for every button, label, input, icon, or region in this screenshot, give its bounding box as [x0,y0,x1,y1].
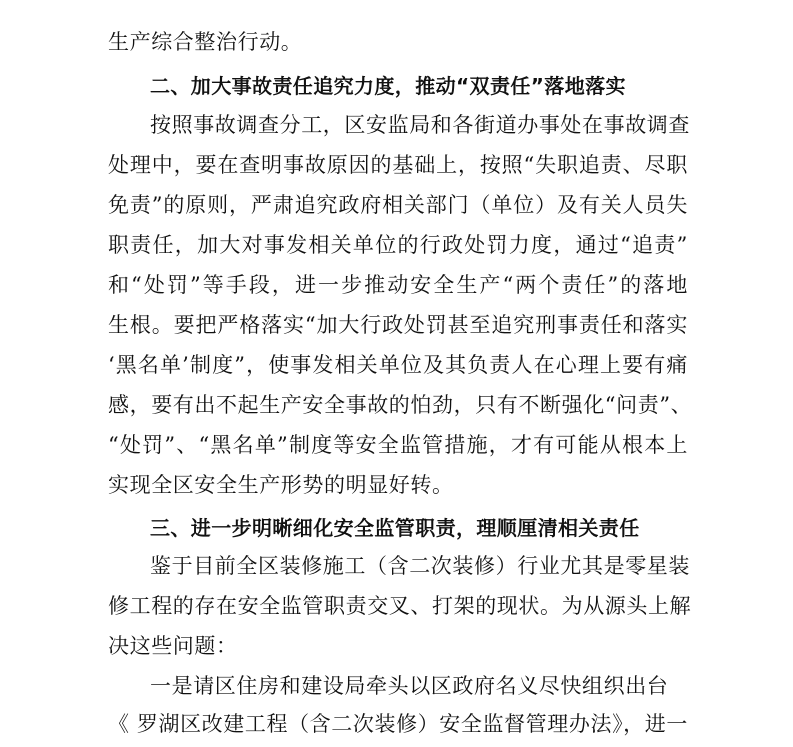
paragraph-line: 职责任，加大对事发相关单位的行政处罚力度，通过“追责” [108,233,688,257]
section-heading-3: 三、进一步明晰细化安全监管职责，理顺厘清相关责任 [150,516,640,540]
paragraph-line: 鉴于目前全区装修施工（含二次装修）行业尤其是零星装 [150,554,690,578]
section-heading-2: 二、加大事故责任追究力度，推动“双责任”落地落实 [150,74,626,98]
paragraph-line: 生根。要把严格落实“加大行政处罚甚至追究刑事责任和落实 [108,313,688,337]
paragraph-line: “处罚”、“黑名单”制度等安全监管措施，才有可能从根本上 [108,433,688,457]
paragraph-line: 和“处罚”等手段，进一步推动安全生产“两个责任”的落地 [108,273,688,297]
paragraph-line: 生产综合整治行动。 [108,30,303,54]
paragraph-line: 实现全区安全生产形势的明显好转。 [108,473,454,497]
paragraph-line: ‘黑名单’制度”，使事发相关单位及其负责人在心理上要有痛 [108,353,688,377]
paragraph-line: 决这些问题： [108,634,238,658]
paragraph-line: 修工程的存在安全监管职责交叉、打架的现状。为从源头上解 [108,594,692,618]
paragraph-line: 感，要有出不起生产安全事故的怕劲，只有不断强化“问责”、 [108,393,693,417]
paragraph-line: 免责”的原则，严肃追究政府相关部门（单位）及有关人员失 [108,193,688,217]
paragraph-line: 《 罗湖区改建工程（含二次装修）安全监督管理办法》，进一 [108,712,688,736]
paragraph-line: 一是请区住房和建设局牵头以区政府名义尽快组织出台 [150,674,669,698]
paragraph-line: 按照事故调查分工，区安监局和各街道办事处在事故调查 [150,113,690,137]
paragraph-line: 处理中，要在查明事故原因的基础上，按照“失职追责、尽职 [108,153,688,177]
